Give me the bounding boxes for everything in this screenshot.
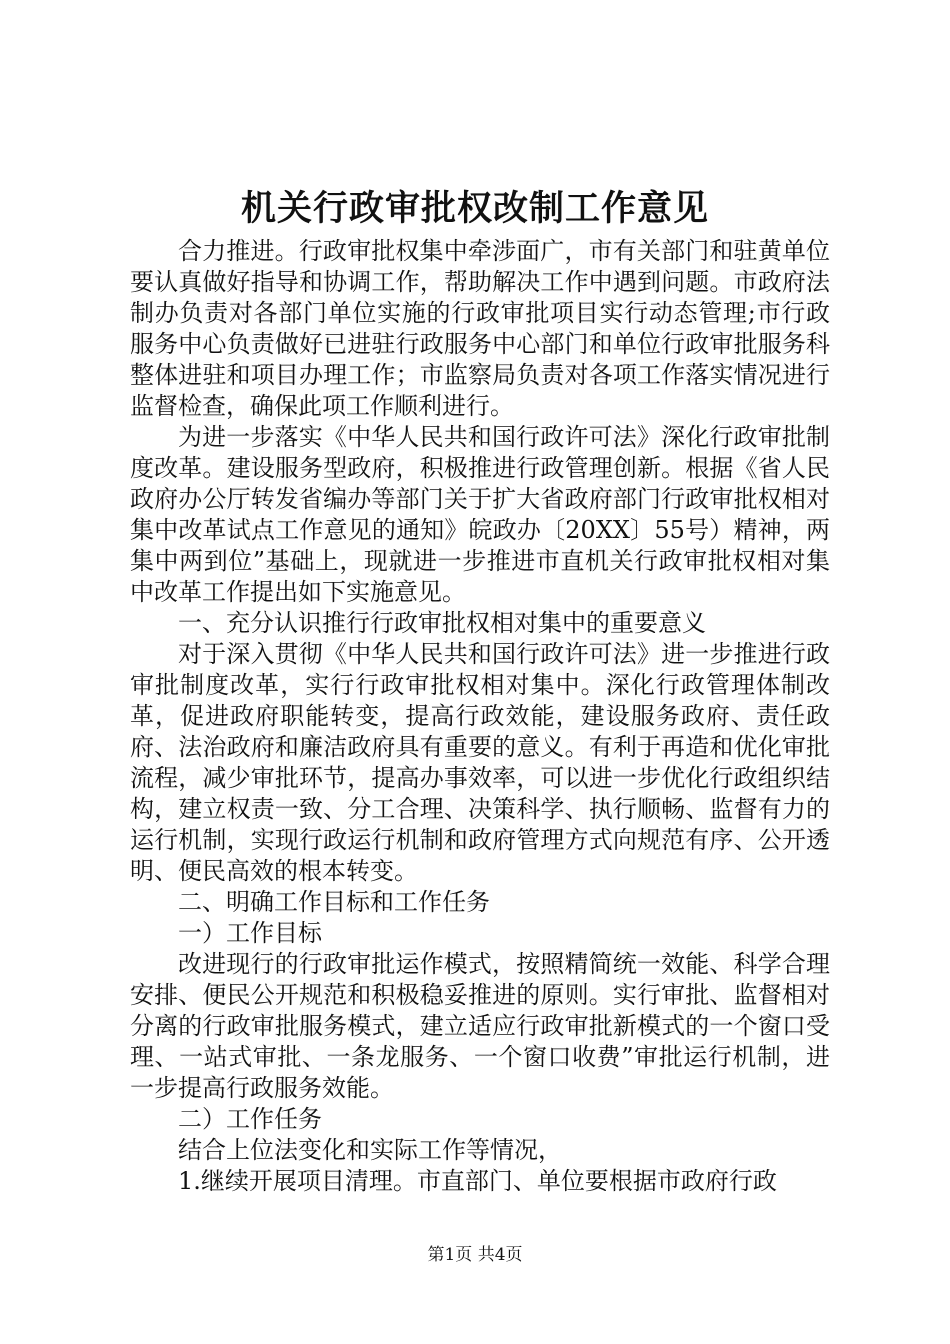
subsection-heading: 一）工作目标 xyxy=(178,919,322,947)
document-title: 机关行政审批权改制工作意见 xyxy=(240,188,709,229)
document-body xyxy=(130,236,830,1197)
paragraph: 为进一步落实《中华人民共和国行政许可法》深化行政审批制度改革。建设服务型政府，积极推进行政管理创新。根据《省人民政府办公厅转发省编办等部门关于扩大省政府部门行政审批权相对集中改革试点工作意见的通知》皖政办〔20XX〕55号）精神，两集中两到位”基础上，现就进一步推进市直机关行政审批权相对集中改革工作提出如下实施意见。 xyxy=(130,423,830,606)
paragraph: 对于深入贯彻《中华人民共和国行政许可法》进一步推进行政审批制度改革，实行行政审批权相对集中。深化行政管理体制改革，促进政府职能转变，提高行政效能，建设服务政府、责任政府、法治政府和廉洁政府具有重要的意义。有利于再造和优化审批流程，减少审批环节，提高办事效率，可以进一步优化行政组织结构，建立权责一致、分工合理、决策科学、执行顺畅、监督有力的运行机制，实现行政运行机制和政府管理方式向规范有序、公开透明、便民高效的根本转变。 xyxy=(130,640,830,885)
paragraph: 1.继续开展项目清理。市直部门、单位要根据市政府行政 xyxy=(178,1167,777,1195)
paragraph: 结合上位法变化和实际工作等情况， xyxy=(178,1136,562,1164)
page-footer: 第1页 共4页 xyxy=(427,1245,523,1265)
paragraph: 合力推进。行政审批权集中牵涉面广，市有关部门和驻黄单位要认真做好指导和协调工作，帮助解决工作中遇到问题。市政府法制办负责对各部门单位实施的行政审批项目实行动态管理;市行政服务中心负责做好已进驻行政服务中心部门和单位行政审批服务科整体进驻和项目办理工作；市监察局负责对各项工作落实情况进行监督检查，确保此项工作顺利进行。 xyxy=(130,237,830,420)
section-heading: 二、明确工作目标和工作任务 xyxy=(178,888,490,916)
section-heading: 一、充分认识推行行政审批权相对集中的重要意义 xyxy=(178,609,706,637)
paragraph: 改进现行的行政审批运作模式，按照精简统一效能、科学合理安排、便民公开规范和积极稳妥推进的原则。实行审批、监督相对分离的行政审批服务模式，建立适应行政审批新模式的一个窗口受理、一站式审批、一条龙服务、一个窗口收费”审批运行机制，进一步提高行政服务效能。 xyxy=(130,950,830,1102)
subsection-heading: 二）工作任务 xyxy=(178,1105,322,1133)
